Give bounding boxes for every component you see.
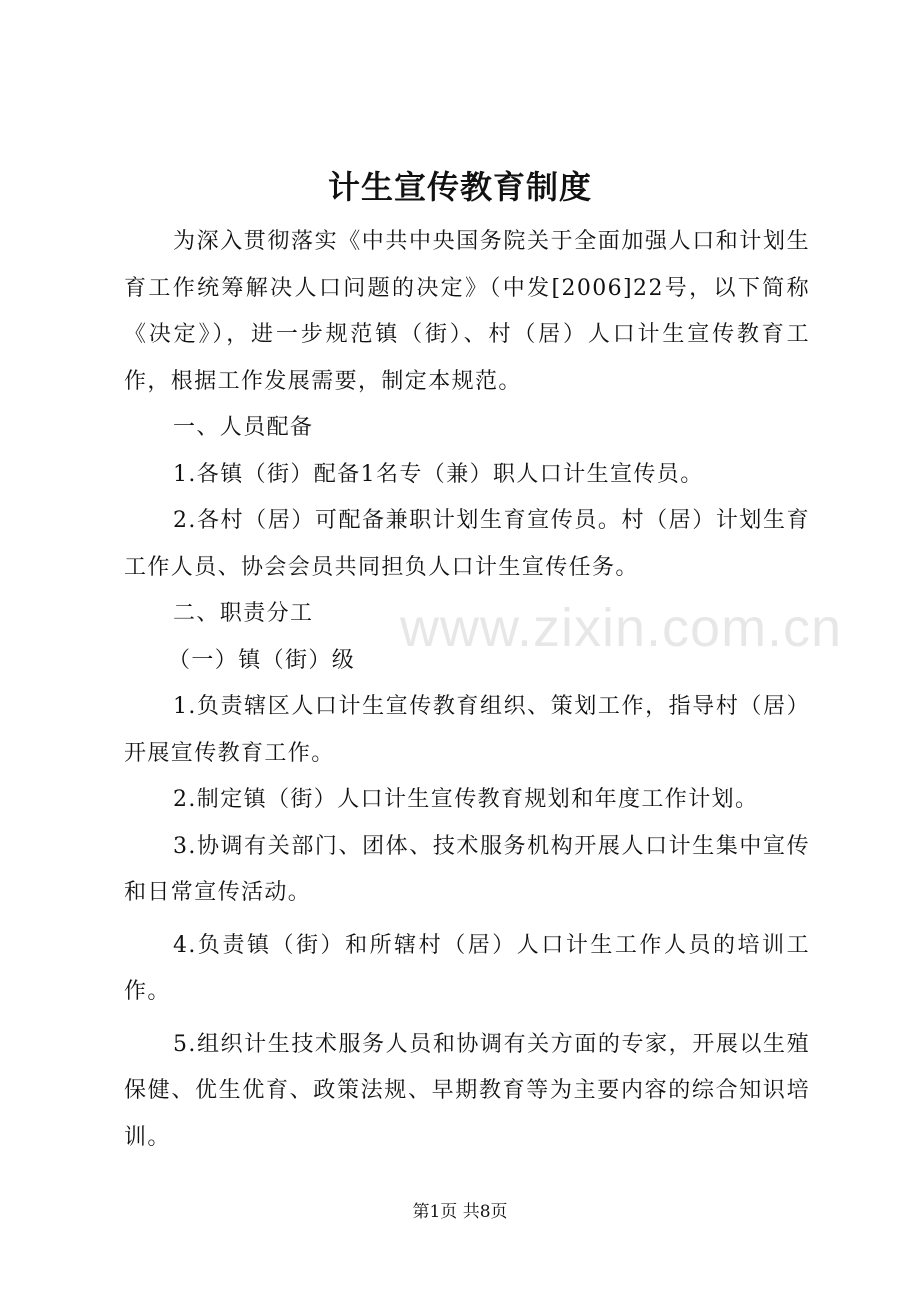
document-body: [124, 219, 810, 1161]
staffing-item-2: 2.各村（居）可配备兼职计划生育宣传员。村（居）计划生育工作人员、协会会员共同担负人口计生宣传任务。: [124, 508, 810, 580]
watermark: www.zixin.com.cn: [400, 598, 843, 658]
document-title: 计生宣传教育制度: [327, 168, 592, 206]
page-footer: 第1页 共8页: [412, 1202, 508, 1222]
section-heading-duties: 二、职责分工: [173, 601, 314, 626]
duty-item-3: 3.协调有关部门、团体、技术服务机构开展人口计生集中宣传和日常宣传活动。: [124, 833, 810, 905]
duty-item-5: 5.组织计生技术服务人员和协调有关方面的专家，开展以生殖保健、优生优育、政策法规、早期教育等为主要内容的综合知识培训。: [124, 1031, 810, 1150]
duty-item-2: 2.制定镇（街）人口计生宣传教育规划和年度工作计划。: [173, 787, 759, 812]
staffing-item-1: 1.各镇（街）配备1名专（兼）职人口计生宣传员。: [173, 461, 704, 487]
intro-paragraph: 为深入贯彻落实《中共中央国务院关于全面加强人口和计划生育工作统筹解决人口问题的决定》（中发[2006]22号，以下简称《决定》），进一步规范镇（街）、村（居）人口计生宣传教育工作，根据工作发展需要，制定本规范。: [124, 229, 810, 394]
duty-item-4: 4.负责镇（街）和所辖村（居）人口计生工作人员的培训工作。: [124, 932, 810, 1004]
duty-item-1: 1.负责辖区人口计生宣传教育组织、策划工作，指导村（居）开展宣传教育工作。: [124, 694, 810, 766]
subsection-heading-town-level: （一）镇（街）级: [168, 647, 356, 673]
section-heading-staffing: 一、人员配备: [173, 415, 314, 440]
